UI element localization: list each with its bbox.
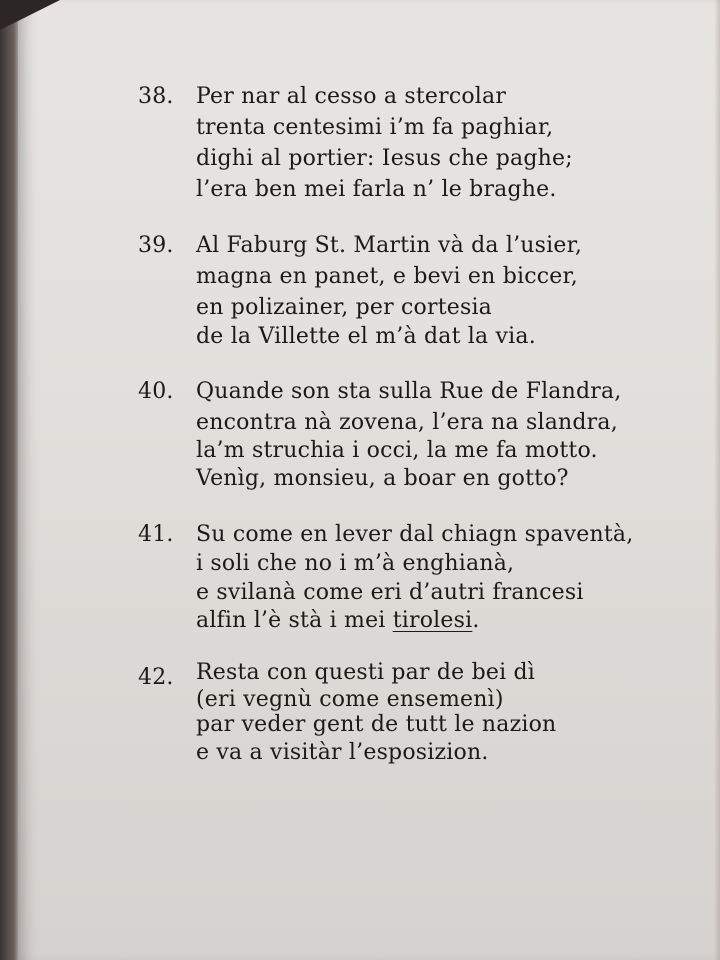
verse-line: la’m struchia i occi, la me fa motto. (196, 438, 598, 463)
verse-line: par veder gent de tutt le nazion (196, 712, 557, 737)
verse-line (196, 608, 480, 633)
underlined-word: tirolesi (392, 608, 473, 633)
verse-line: dighi al portier: Iesus che paghe; (196, 146, 573, 171)
verse-line: e va a visitàr l’esposizion. (196, 740, 489, 765)
stanza-number: 42. (138, 665, 174, 690)
verse-line: encontra nà zovena, l’era na slandra, (196, 410, 618, 435)
stanza-number: 38. (138, 84, 174, 109)
verse-line: e svilanà come eri d’autri francesi (196, 580, 584, 605)
verse-text: alfin l’è stà i mei (196, 608, 386, 633)
verse-punctuation: . (472, 608, 480, 633)
page-edge (714, 0, 720, 960)
book-page (18, 0, 720, 960)
stanza-number: 41. (138, 522, 174, 547)
verse-line: de la Villette el m’à dat la via. (196, 324, 536, 349)
verse-line: magna en panet, e bevi en biccer, (196, 264, 578, 289)
verse-line: Quande son sta sulla Rue de Flandra, (196, 379, 622, 404)
stanza-number: 40. (138, 379, 174, 404)
stanza-number: 39. (138, 233, 174, 258)
verse-line: en polizainer, per cortesia (196, 295, 492, 320)
verse-line: l’era ben mei farla n’ le braghe. (196, 177, 557, 202)
verse-line: Resta con questi par de bei dì (196, 660, 536, 685)
verse-line: Al Faburg St. Martin và da l’usier, (196, 233, 583, 258)
verse-line: Su come en lever dal chiagn spaventà, (196, 522, 634, 547)
verse-line: Venìg, monsieu, a boar en gotto? (196, 466, 569, 491)
verse-line: trenta centesimi i’m fa paghiar, (196, 115, 554, 140)
verse-line: i soli che no i m’à enghianà, (196, 551, 515, 576)
verse-line: Per nar al cesso a stercolar (196, 84, 507, 109)
verse-line: (eri vegnù come ensemenì) (196, 687, 504, 712)
